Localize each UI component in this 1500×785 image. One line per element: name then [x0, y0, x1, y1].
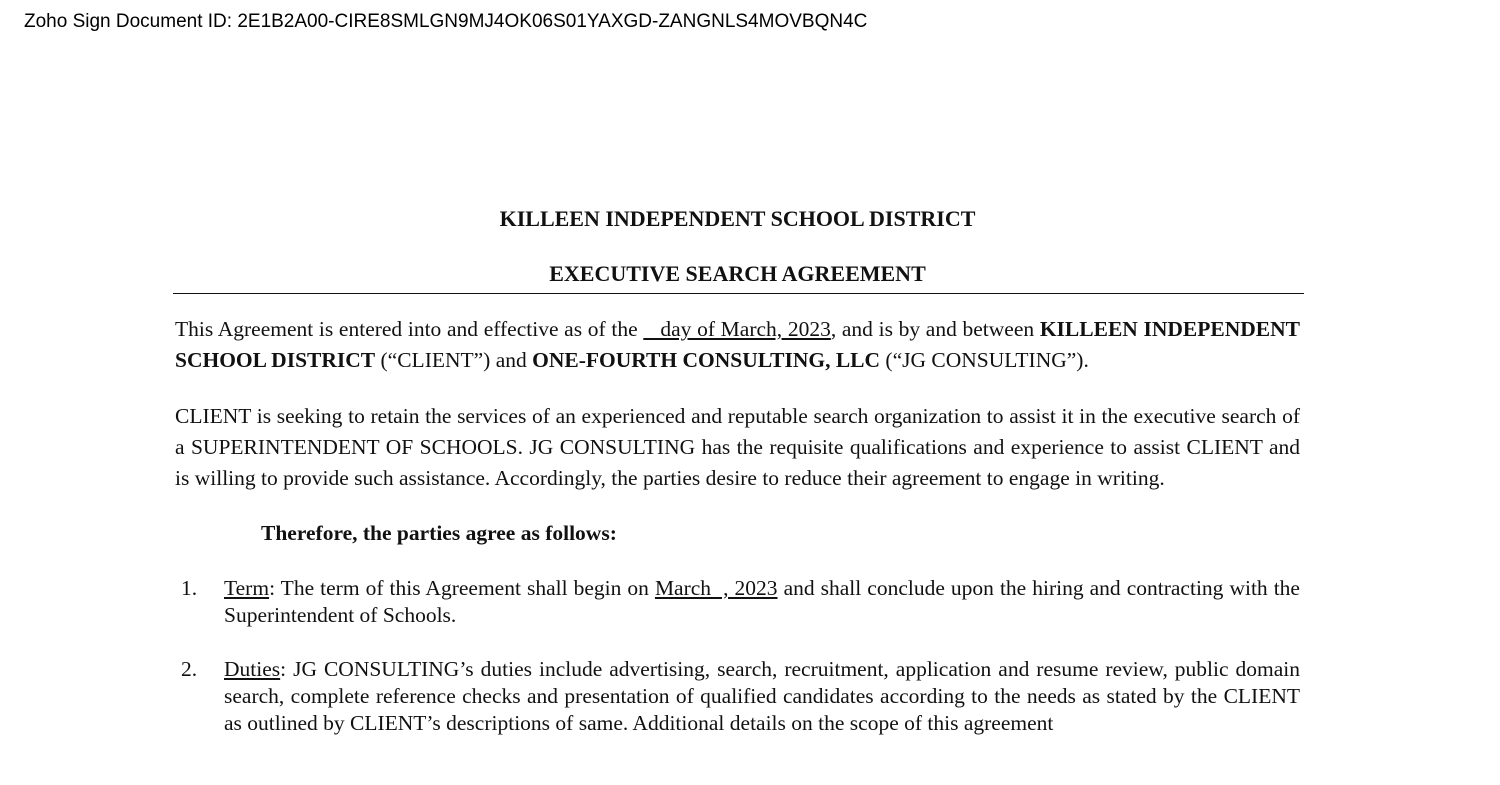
duties-heading: Duties: [224, 657, 281, 681]
term-text-b: and shall conclude upon the hiring and contracting with the Superintendent of Schools.: [224, 576, 1300, 627]
document-title-agreement: EXECUTIVE SEARCH AGREEMENT: [549, 261, 926, 286]
duties-text: : JG CONSULTING’s duties include advertising, search, recruitment, application and resume review, public domain search, complete reference checks and presentation of qualified candidates according to the needs as stated by the CLIENT as outlined by CLIENT’s descriptions of same. Additional details on the scope of this agreement: [224, 657, 1300, 735]
list-item-number: 2.: [181, 657, 198, 681]
intro-text-d: (“JG CONSULTING”).: [880, 348, 1089, 372]
document-title-district: KILLEEN INDEPENDENT SCHOOL DISTRICT: [499, 206, 976, 231]
intro-text-c: (“CLIENT”) and: [375, 348, 533, 372]
document-page: [175, 200, 1300, 737]
list-item-number: 1.: [181, 576, 198, 600]
intro-paragraph: [175, 314, 1300, 376]
intro-text-a: This Agreement is entered into and effective as of the: [175, 317, 644, 341]
list-item-body: [224, 656, 1300, 737]
client-name: KILLEEN INDEPENDENT SCHOOL DISTRICT: [175, 317, 1300, 372]
list-item-term: [175, 575, 1300, 629]
consultant-name: ONE-FOURTH CONSULTING, LLC: [532, 348, 881, 372]
list-item-body: [224, 575, 1300, 629]
recital-paragraph: CLIENT is seeking to retain the services of an experienced and reputable search organization to assist it in the executive search of a SUPERINTENDENT OF SCHOOLS. JG CONSULTING has the requisite qualifications and experience to assist CLIENT and is willing to provide such assistance. Accordingly, the parties desire to reduce their agreement to engage in writing.: [175, 404, 1300, 490]
intro-text-b: , and is by and between: [830, 317, 1040, 341]
therefore-heading: Therefore, the parties agree as follows:: [261, 521, 617, 545]
document-id-header: Zoho Sign Document ID: 2E1B2A00-CIRE8SMLGN9MJ4OK06S01YAXGD-ZANGNLS4MOVBQN4C: [24, 11, 868, 32]
term-start-date: March , 2023: [654, 576, 778, 600]
term-text-a: : The term of this Agreement shall begin on: [269, 576, 655, 600]
list-item-duties: [175, 656, 1300, 737]
intro-date: day of March, 2023: [643, 317, 831, 341]
term-heading: Term: [224, 576, 270, 600]
